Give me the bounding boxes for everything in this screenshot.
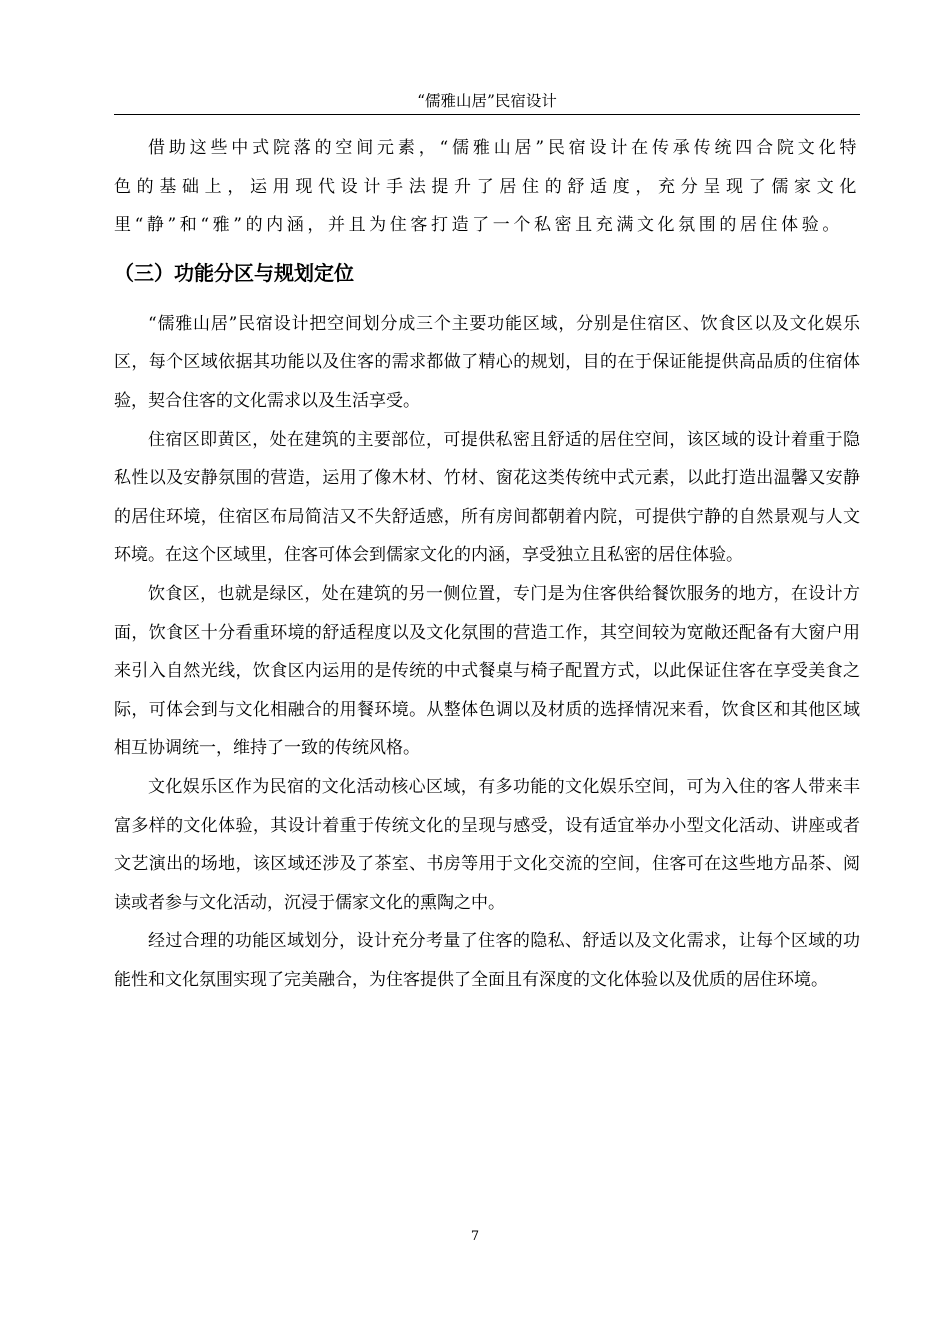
body-paragraph-culture-zone: 文化娱乐区作为民宿的文化活动核心区域，有多功能的文化娱乐空间，可为入住的客人带来丰富多样的文化体验，其设计着重于传统文化的呈现与感受，设有适宜举办小型文化活动、讲座或者文艺演出的场地，该区域还涉及了茶室、书房等用于文化交流的空间，住客可在这些地方品茶、阅读或者参与文化活动，沉浸于儒家文化的熏陶之中。 (114, 776, 860, 913)
body-paragraph-summary: 经过合理的功能区域划分，设计充分考量了住客的隐私、舒适以及文化需求，让每个区域的功能性和文化氛围实现了完美融合，为住客提供了全面且有深度的文化体验以及优质的居住环境。 (114, 931, 860, 990)
intro-paragraph: 借助这些中式院落的空间元素，“儒雅山居”民宿设计在传承传统四合院文化特色的基础上，运用现代设计手法提升了居住的舒适度，充分呈现了儒家文化里“静”和“雅”的内涵，并且为住客打造了一个私密且充满文化氛围的居住体验。 (114, 138, 860, 236)
body-paragraph-overview: “儒雅山居”民宿设计把空间划分成三个主要功能区域，分别是住宿区、饮食区以及文化娱乐区，每个区域依据其功能以及住客的需求都做了精心的规划，目的在于保证能提供高品质的住宿体验，契合住客的文化需求以及生活享受。 (114, 313, 860, 411)
page-number: 7 (470, 1229, 480, 1244)
body-paragraph-lodging-zone: 住宿区即黄区，处在建筑的主要部位，可提供私密且舒适的居住空间，该区域的设计着重于隐私性以及安静氛围的营造，运用了像木材、竹材、窗花这类传统中式元素，以此打造出温馨又安静的居住环境，住宿区布局简洁又不失舒适感，所有房间都朝着内院，可提供宁静的自然景观与人文环境。在这个区域里，住客可体会到儒家文化的内涵，享受独立且私密的居住体验。 (114, 429, 860, 566)
running-header: “儒雅山居”民宿设计 (417, 92, 557, 110)
section-heading: （三）功能分区与规划定位 (114, 260, 354, 285)
header-rule (114, 114, 860, 115)
document-body (114, 129, 860, 999)
body-paragraph-dining-zone: 饮食区，也就是绿区，处在建筑的另一侧位置，专门是为住客供给餐饮服务的地方，在设计方面，饮食区十分看重环境的舒适程度以及文化氛围的营造工作，其空间较为宽敞还配备有大窗户用来引入自然光线，饮食区内运用的是传统的中式餐桌与椅子配置方式，以此保证住客在享受美食之际，可体会到与文化相融合的用餐环境。从整体色调以及材质的选择情况来看，饮食区和其他区域相互协调统一，维持了一致的传统风格。 (114, 583, 860, 759)
